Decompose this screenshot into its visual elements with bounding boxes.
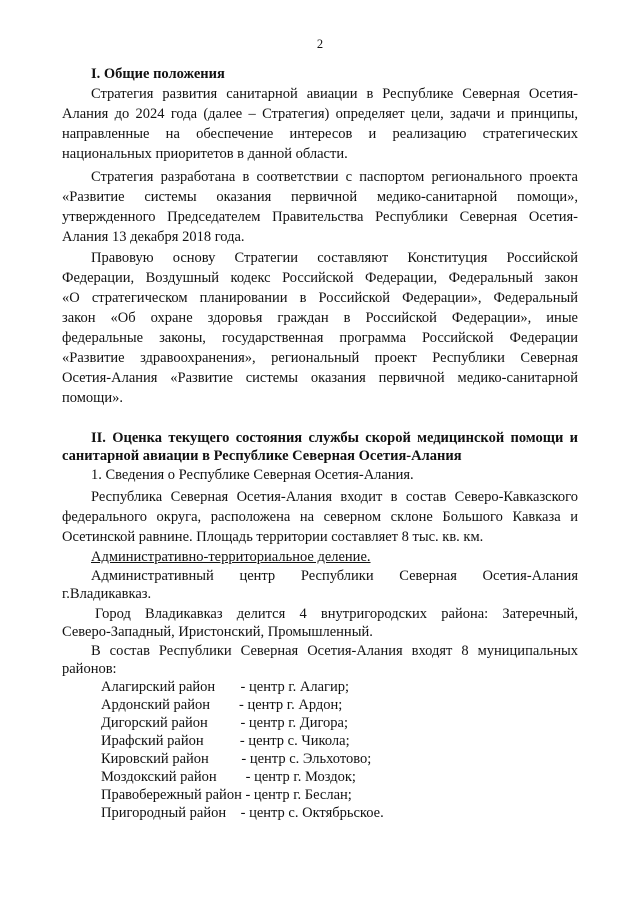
section-1-heading: I. Общие положения <box>91 66 225 82</box>
section-1-p3-line: помощи». <box>62 390 123 406</box>
section-2-p1-line: Республика Северная Осетия-Алания входит в состав Северо-Кавказского <box>91 489 578 505</box>
district-list-item: Пригородный район - центр с. Октябрьское. <box>101 805 384 821</box>
section-1-p3-line: федеральные законы, государственная программа Российской Федерации <box>62 330 578 346</box>
section-1-p1-line: направленные на обеспечение интересов и реализацию стратегических <box>62 126 578 142</box>
district-list-item: Дигорский район - центр г. Дигора; <box>101 715 349 731</box>
section-2-p3-line: Город Владикавказ делится 4 внутригородских района: Затеречный, <box>95 606 578 622</box>
section-1-p2-line: Алания 13 декабря 2018 года. <box>62 229 245 245</box>
section-1-p1-line: Стратегия развития санитарной авиации в Республике Северная Осетия- <box>91 86 578 102</box>
section-1-p3-line: Правовую основу Стратегии составляют Конституция Российской <box>91 250 578 266</box>
district-list-item: Кировский район - центр с. Эльхотово; <box>101 751 372 767</box>
section-2-p2-line: г.Владикавказ. <box>62 586 152 602</box>
section-1-p2-line: Стратегия разработана в соответствии с паспортом регионального проекта <box>91 169 578 185</box>
district-list-item: Моздокский район - центр г. Моздок; <box>101 769 356 785</box>
section-2-p4-line: районов: <box>62 661 117 677</box>
section-1-p3-line: Федерации, Воздушный кодекс Российской Федерации, Федеральный закон <box>62 270 578 286</box>
section-1-p3-line: Осетия-Алания «Развитие системы оказания первичной медико-санитарной <box>62 370 578 386</box>
page-number: 2 <box>316 37 324 51</box>
admin-division-heading: Административно-территориальное деление. <box>91 549 371 565</box>
section-1-p2-line: «Развитие системы оказания первичной медико-санитарной помощи», <box>62 189 578 205</box>
section-1-p3-line: закон «Об охране здоровья граждан в Российской Федерации», иные <box>62 310 578 326</box>
section-1-p2-line: утвержденного Председателем Правительства Республики Северная Осетия- <box>62 209 578 225</box>
section-1-p3-line: «О стратегическом планировании в Российской Федерации», Федеральный <box>62 290 578 306</box>
district-list-item: Ардонский район - центр г. Ардон; <box>101 697 343 713</box>
section-2-p3-line: Северо-Западный, Иристонский, Промышленный. <box>62 624 373 640</box>
district-list-item: Алагирский район - центр г. Алагир; <box>101 679 350 695</box>
district-list-item: Правобережный район - центр г. Беслан; <box>101 787 352 803</box>
section-2-p2-line: Административный центр Республики Северная Осетия-Алания <box>91 568 578 584</box>
section-2-heading-line: II. Оценка текущего состояния службы скорой медицинской помощи и <box>91 430 578 446</box>
section-2-p1-line: Осетинской равнине. Площадь территории составляет 8 тыс. кв. км. <box>62 529 484 545</box>
section-1-p1-line: Алания до 2024 года (далее – Стратегия) определяет цели, задачи и принципы, <box>62 106 578 122</box>
section-2-heading-line: санитарной авиации в Республике Северная Осетия-Алания <box>62 448 462 464</box>
section-2-subheading: 1. Сведения о Республике Северная Осетия-Алания. <box>91 467 414 483</box>
section-1-p3-line: «Развитие здравоохранения», региональный проект Республики Северная <box>62 350 578 366</box>
district-list-item: Ирафский район - центр с. Чикола; <box>101 733 350 749</box>
section-2-p4-line: В состав Республики Северная Осетия-Алания входят 8 муниципальных <box>91 643 578 659</box>
section-1-p1-line: национальных приоритетов в данной области. <box>62 146 348 162</box>
section-2-p1-line: федерального округа, расположена на северном склоне Большого Кавказа и <box>62 509 578 525</box>
